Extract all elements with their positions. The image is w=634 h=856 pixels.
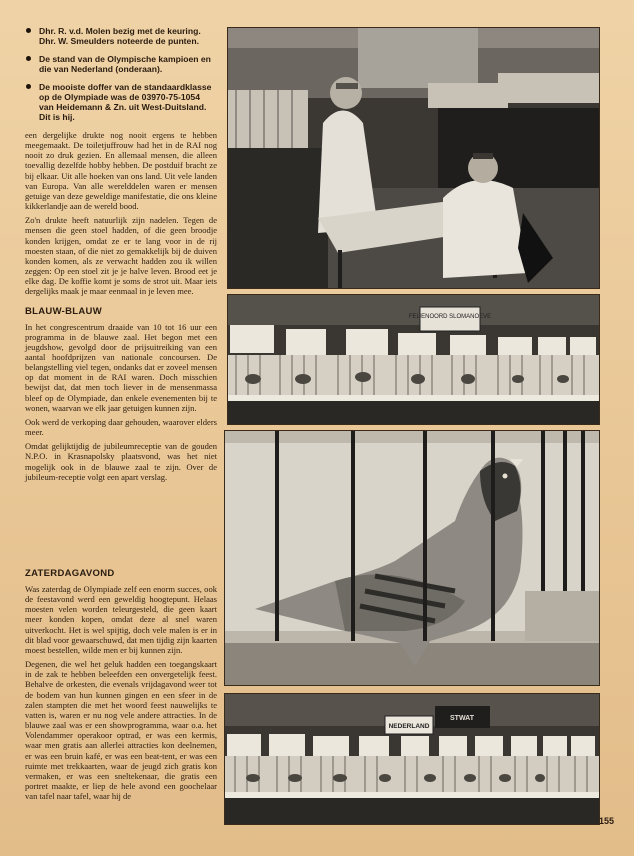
blauw-paragraph-3: Omdat gelijktijdig de jubileumreceptie van de gouden N.P.O. in Krasnapolsky plaatsvond, was het niet mogelijk ook in de blauwe zaal te zijn. Over de jubileum-receptie volgt een apart verslag. (25, 441, 217, 482)
blauw-paragraph-2: Ook werd de verkoping daar gehouden, waarover elders meer. (25, 416, 217, 438)
section-heading-blauw: BLAUW-BLAUW (25, 305, 102, 317)
blauw-paragraph-1: In het congrescentrum draaide van 10 tot 16 uur een programma in de blauwe zaal. Het begon met een jeugdshow, gevolgd door de prijsuitreiking van een aantal hoofdprijzen van nationale concoursen. De belangstelling viel tegen, ondanks dat er zoveel mensen op dat moment in de RAI waren. Doch misschien bewijst dat, dat men toch liever in de mensenmassa bleef op de Olympiade, dan enkele evenementen bij te wonen, waarvan we elk jaar getuigen kunnen zijn. (25, 321, 217, 413)
left-column-lower (25, 568, 217, 805)
caption-stands: De stand van de Olympische kampioen en die van Nederland (onderaan). (25, 54, 217, 74)
stand-sign-center-text: NEDERLAND (388, 723, 430, 730)
bullet-icon (26, 84, 31, 89)
photo-stand-nederland (224, 693, 600, 825)
left-column (25, 26, 217, 486)
caption-best-cock: De mooiste doffer van de standaardklasse op de Olympiade was de 03970-75-1054 van Heidemann & Zn. uit West-Duitsland. Dit is hij. (25, 82, 217, 122)
bullet-icon (26, 28, 31, 33)
section-heading-zaterdag: ZATERDAGAVOND (25, 568, 115, 579)
caption-judging: Dhr. R. v.d. Molen bezig met de keuring. Dhr. W. Smeulders noteerde de punten. (25, 26, 217, 46)
bullet-icon (26, 56, 31, 61)
photo-pigeon-close-up (224, 430, 600, 686)
photo-captions (25, 26, 217, 122)
intro-paragraph-1: een dergelijke drukte nog nooit ergens te hebben meegemaakt. De toiletjuffrouw had het in de RAI nog nooit zo druk gezien. En allemaal mensen, die alleen toevallig dezelfde hobby hebben. De postduif bracht ze bij elkaar. Uit alle hoeken van ons land. Uit vele landen van Europa. Van alle werelddelen waren er mensen getuige van deze geweldige manifestatie, die ons kleine kikkerlandje aan de wereld bood. (25, 130, 217, 212)
zaterdag-paragraph-2: Degenen, die wel het geluk hadden een toegangskaart in de zak te hebben beleefden een onvergetelijk feest. Behalve de orkesten, die evenals vrijdagavond weer tot de bodem van hun kunnen gingen en een sfeer in de zalen stampten die met het woord feest nauwelijks te vatten is, waren er nu nog vele andere attracties. In de blauwe zaal was er een showprogramma, waar o.a. het Volendammer operakoor optrad, er was een kermis, waar men gratis aan allerlei attracties kon deelnemen, er was een bruin kafé, er was een beat-tent, er was een ruimte met trekkaarten, waar de jeugd zich gratis kon vermaken, er was een sneltekenaar, die gratis een portret maakte, er liep de hele avond een goochelaar van tafel naar tafel, waar hij de (25, 659, 217, 802)
stand-sign-left-text: STWAT (450, 715, 474, 722)
photo-judging (227, 27, 600, 289)
zaterdag-paragraph-1: Was zaterdag de Olympiade zelf een enorm succes, ook de feestavond werd een geweldig hoogtepunt. Helaas moesten velen worden teleurgesteld, die geen kaart meer konden kopen, omdat deze al snel waren uitverkocht. Het is wel spijtig, doch vele malen is er in dit blad voor gewaarschuwd, dat men tijdig zijn kaarten moest bestellen, wilde men er bij kunnen zijn. (25, 584, 217, 655)
stand-sign-text: FEIJENOORD SLOMANOEVE (408, 314, 492, 320)
photo-stand-olympic-champion (227, 294, 600, 425)
intro-paragraph-2: Zo'n drukte heeft natuurlijk zijn nadelen. Tegen de mensen die geen stoel hadden, of die geen broodje konden krijgen, omdat ze er te lang voor in de rij moesten staan, of die niet zo gemakkelijk bij de duiven konden komen, als ze verwacht hadden zou ik willen zeggen: Op een stoel zit je je halve leven. Brood eet je elke dag. De koffie komt je soms de strot uit. Maar iets dergelijks maak je maar eenmaal in je leven mee. (25, 215, 217, 297)
page-number: 155 (598, 816, 614, 826)
